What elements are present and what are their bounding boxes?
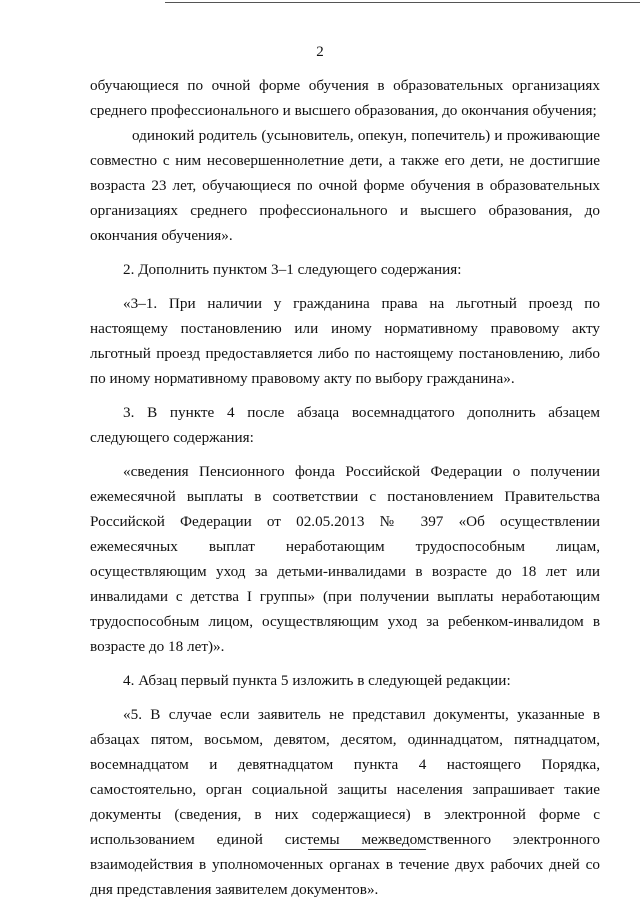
paragraph-single-parent: одинокий родитель (усыновитель, опекун, попечитель) и проживающие совместно с ним несовершеннолетние дети, а также его дети, не достигшие возраста 23 лет, обучающиеся по очной форме обучения в образовательных организациях среднего профессионального и высшего образования, до окончания обучения». xyxy=(90,127,600,244)
end-of-text-line xyxy=(308,849,426,850)
document-body xyxy=(90,73,600,902)
paragraph-pension-fund: «сведения Пенсионного фонда Российской Федерации о получении ежемесячной выплаты в соответствии с постановлением Правительства Российской Федерации от 02.05.2013 № 397 «Об осуществлении ежемесячных выплат неработающим трудоспособным лицам, осуществляющим уход за детьми-инвалидами в возрасте до 18 лет или инвалидами с детства I группы» (при получении выплаты неработающим трудоспособным лицом, осуществляющим уход за ребенком-инвалидом в возрасте до 18 лет)». xyxy=(90,463,600,655)
paragraph-clause-5: «5. В случае если заявитель не представил документы, указанные в абзацах пятом, восьмом, девятом, десятом, одиннадцатом, пятнадцатом, восемнадцатом и девятнадцатом пункта 4 настоящего Порядка, самостоятельно, орган социальной защиты населения запрашивает такие документы (сведения, в них содержащиеся) в электронной форме с использованием единой системы межведомственного электронного взаимодействия в уполномоченных органах в течение двух рабочих дней со дня представления заявителем документов». xyxy=(90,706,600,898)
page-number: 2 xyxy=(316,44,324,60)
paragraph-continuation: обучающиеся по очной форме обучения в образовательных организациях среднего профессионального и высшего образования, до окончания обучения; xyxy=(90,77,600,119)
paragraph-clause-3-1: «3–1. При наличии у гражданина права на льготный проезд по настоящему постановлению или иному нормативному правовому акту льготный проезд предоставляется либо по настоящему постановлению, либо по иному нормативному правовому акту по выбору гражданина». xyxy=(90,295,600,387)
paragraph-item-3: 3. В пункте 4 после абзаца восемнадцатого дополнить абзацем следующего содержания: xyxy=(90,404,600,446)
paragraph-item-4: 4. Абзац первый пункта 5 изложить в следующей редакции: xyxy=(123,672,511,689)
paragraph-item-2: 2. Дополнить пунктом 3–1 следующего содержания: xyxy=(123,261,462,278)
top-border-line xyxy=(165,2,640,3)
